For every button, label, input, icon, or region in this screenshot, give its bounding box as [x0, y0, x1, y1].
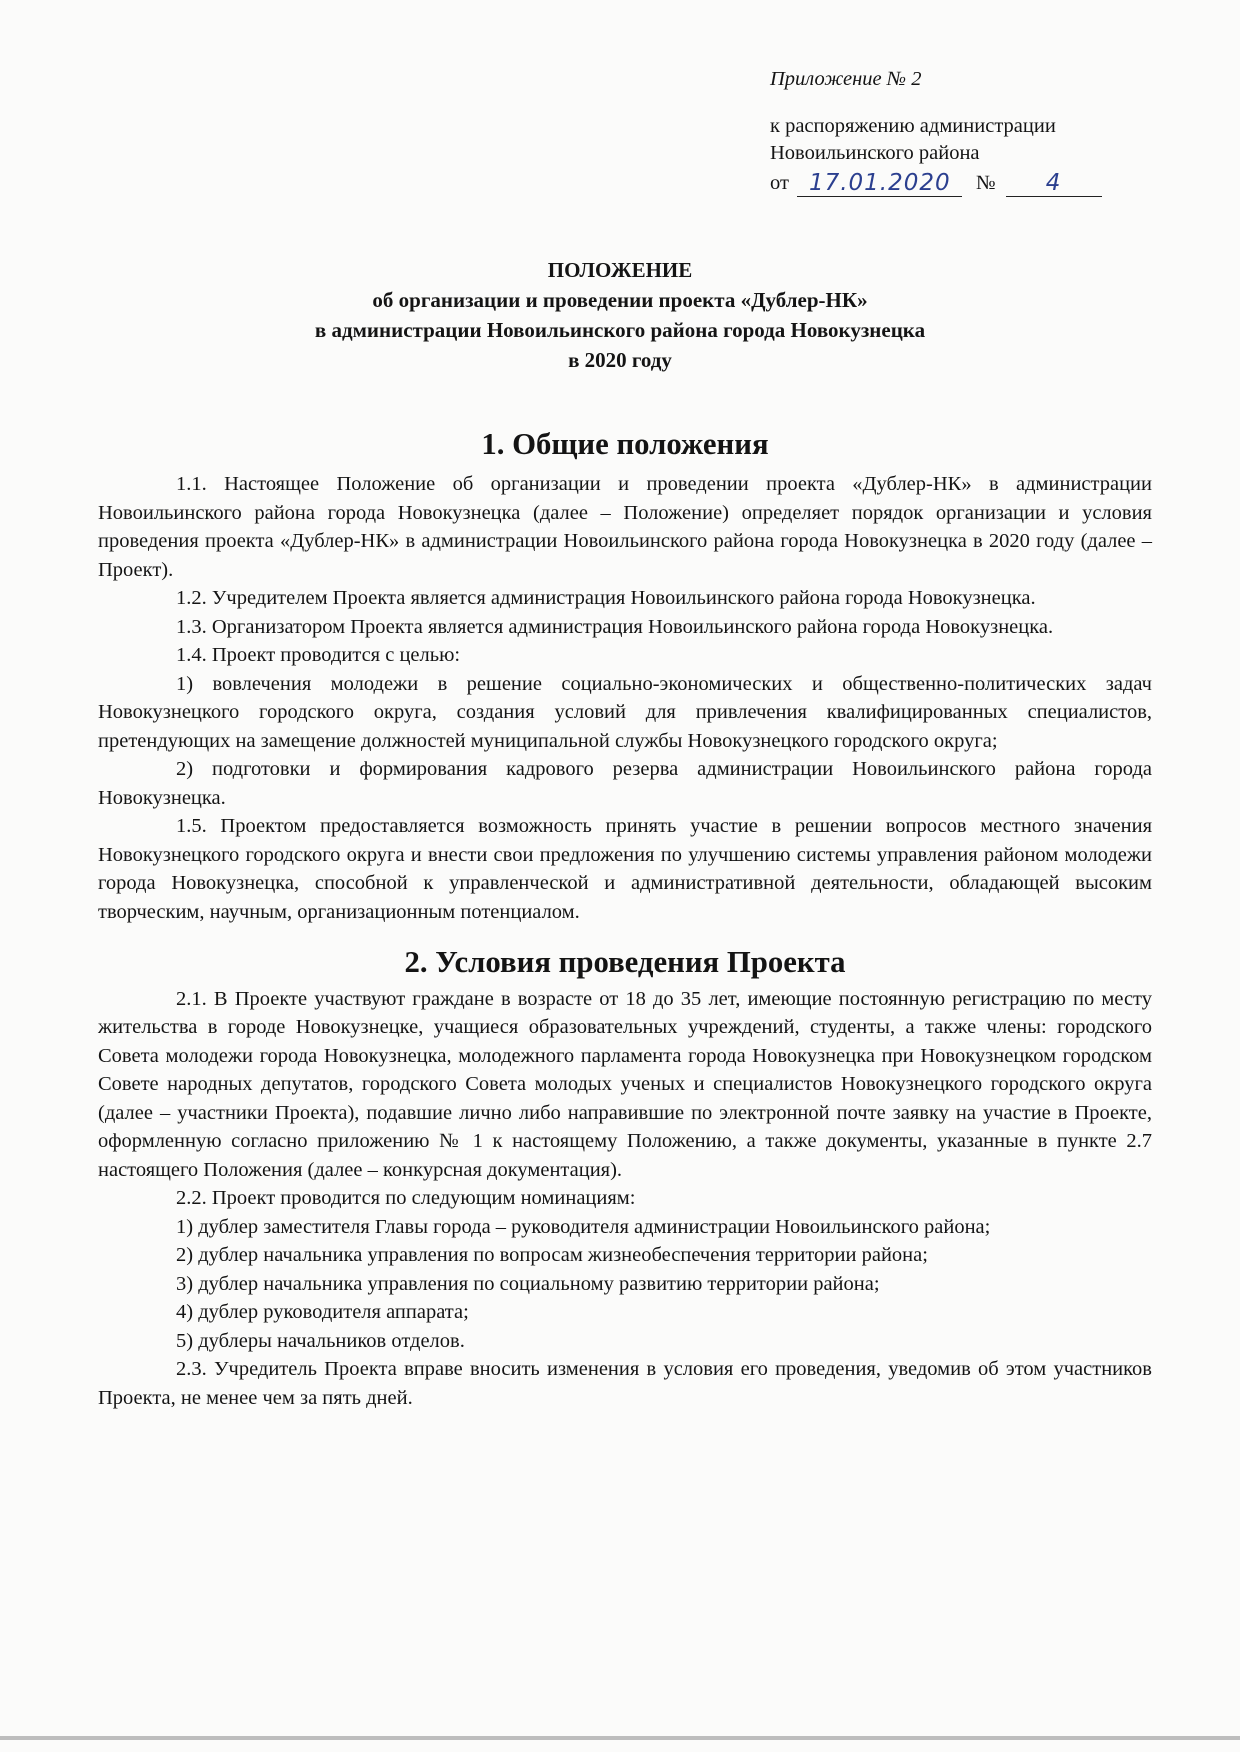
- section-1-heading: 1. Общие положения: [481, 427, 769, 461]
- paragraph-2-2-item-3: 3) дублер начальника управления по социальному развитию территории района;: [176, 1272, 880, 1295]
- title-line-4: в 2020 году: [568, 348, 672, 372]
- scan-bottom-edge: [0, 1736, 1240, 1740]
- paragraph-2-2-item-1: 1) дублер заместителя Главы города – руководителя администрации Новоильинского района;: [176, 1215, 991, 1238]
- paragraph-1-4: 1.4. Проект проводится с целью:: [176, 644, 461, 666]
- date-number-line: [770, 167, 1102, 197]
- title-line-3: в администрации Новоильинского района города Новокузнецка: [314, 318, 926, 342]
- document-title: [0, 255, 1240, 375]
- paragraph-2-2-item-2: 2) дублер начальника управления по вопросам жизнеобеспечения территории района;: [176, 1244, 928, 1266]
- appendix-number: Приложение № 2: [770, 68, 922, 90]
- paragraph-1-4-item-2: 2) подготовки и формирования кадрового резерва администрации Новоильинского района города Новокузнецка.: [98, 758, 1152, 809]
- section-content: [98, 470, 1152, 1412]
- handwritten-date: 17.01.2020: [797, 170, 962, 197]
- paragraph-2-2: 2.2. Проект проводится по следующим номинациям:: [176, 1187, 636, 1209]
- order-reference-line-2: Новоильинского района: [770, 142, 980, 164]
- appendix-header: [770, 66, 1102, 197]
- paragraph-1-2: 1.2. Учредителем Проекта является администрация Новоильинского района города Новокузнецка.: [176, 587, 1036, 609]
- paragraph-2-2-item-5: 5) дублеры начальников отделов.: [176, 1329, 465, 1352]
- from-label: от: [770, 172, 789, 194]
- paragraph-2-2-item-4: 4) дублер руководителя аппарата;: [176, 1301, 469, 1323]
- paragraph-2-3: 2.3. Учредитель Проекта вправе вносить изменения в условия его проведения, уведомив об этом участников Проекта, не менее чем за пять дней.: [98, 1358, 1152, 1409]
- handwritten-number: 4: [1006, 170, 1102, 197]
- paragraph-1-5: 1.5. Проектом предоставляется возможность принять участие в решении вопросов местного значения Новокузнецкого городского округа и внести свои предложения по улучшению системы управления районом молодежи города Новокузнецка, способной к управленческой и административной деятельности, обладающей высоким творческим, научным, организационным потенциалом.: [98, 815, 1152, 923]
- number-label: №: [975, 172, 996, 194]
- paragraph-1-1: 1.1. Настоящее Положение об организации и проведении проекта «Дублер-НК» в администрации Новоильинского района города Новокузнецка (далее – Положение) определяет порядок организации и условия проведения проекта «Дублер-НК» в администрации Новоильинского района города Новокузнецка в 2020 году (далее – Проект).: [98, 473, 1152, 581]
- title-line-1: ПОЛОЖЕНИЕ: [547, 258, 693, 282]
- order-reference-line-1: к распоряжению администрации: [770, 115, 1056, 137]
- section-2-heading-wrap: [98, 945, 1152, 979]
- paragraph-1-4-item-1: 1) вовлечения молодежи в решение социально-экономических и общественно-политических задач Новокузнецкого городского округа, создания условий для привлечения квалифицированных специалистов, претендующих на замещение должностей муниципальной службы Новокузнецкого городского округа;: [98, 672, 1152, 752]
- title-line-2: об организации и проведении проекта «Дублер-НК»: [372, 288, 868, 312]
- paragraph-1-3: 1.3. Организатором Проекта является администрация Новоильинского района города Новокузнецка.: [176, 615, 1054, 638]
- paragraph-2-1: 2.1. В Проекте участвуют граждане в возрасте от 18 до 35 лет, имеющие постоянную регистрацию по месту жительства в городе Новокузнецке, учащиеся образовательных учреждений, студенты, а также члены: городского Совета молодежи города Новокузнецка, молодежного парламента города Новокузнецка при Новокузнецком городском Совете народных депутатов, городского Совета молодых ученых и специалистов Новокузнецкого городского округа (далее – участники Проекта), подавшие лично либо направившие по электронной почте заявку на участие в Проекте, оформленную согласно приложению № 1 к настоящему Положению, а также документы, указанные в пункте 2.7 настоящего Положения (далее – конкурсная документация).: [98, 987, 1152, 1181]
- section-2-heading: 2. Условия проведения Проекта: [404, 945, 846, 979]
